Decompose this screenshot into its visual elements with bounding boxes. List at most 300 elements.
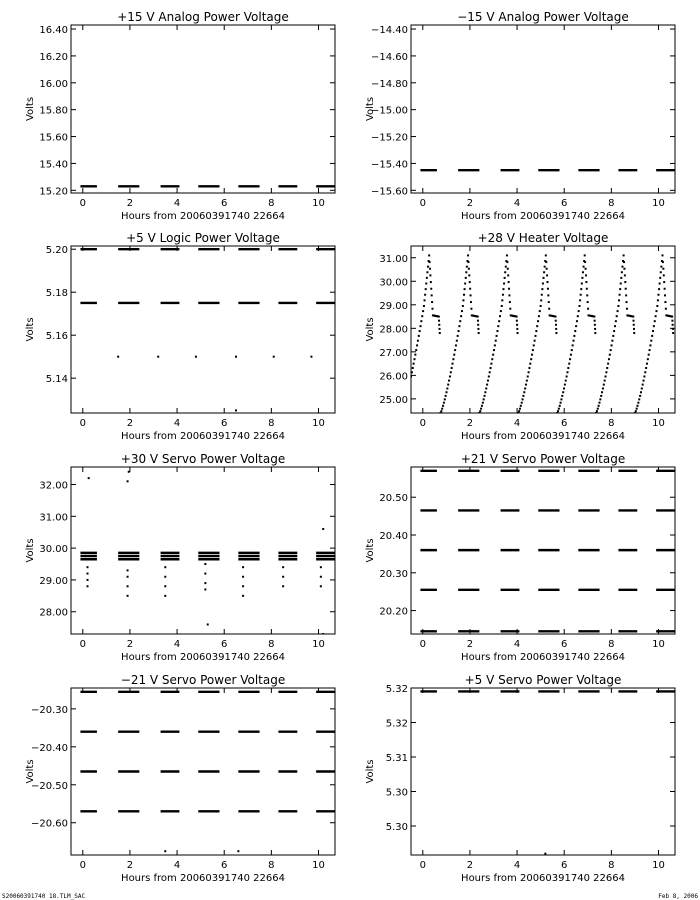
data-point: [641, 387, 643, 389]
data-point: [541, 294, 543, 296]
x-tick-label: 10: [652, 198, 665, 209]
y-tick-label: −14.60: [370, 51, 408, 63]
data-point: [503, 283, 505, 285]
data-point: [470, 308, 472, 310]
data-point: [501, 299, 503, 301]
data-point: [461, 310, 463, 312]
data-point: [578, 310, 580, 312]
data-point: [438, 316, 440, 318]
y-tick-label: 28.00: [39, 607, 68, 619]
data-point: [560, 398, 562, 400]
data-point: [585, 281, 587, 283]
data-point: [547, 281, 549, 283]
data-point: [605, 371, 607, 373]
data-point: [441, 408, 443, 410]
x-axis-label: Hours from 20060391740 22664: [121, 431, 285, 442]
x-tick-label: 8: [608, 639, 615, 650]
data-point: [460, 315, 462, 317]
data-point: [528, 371, 530, 373]
data-point: [449, 375, 451, 377]
data-point: [527, 375, 529, 377]
data-point: [535, 330, 537, 332]
chart-panel-4: [365, 231, 675, 442]
data-point: [237, 850, 239, 852]
x-tick-label: 8: [268, 418, 275, 429]
data-point: [517, 332, 519, 334]
data-point: [546, 268, 548, 270]
data-point: [490, 363, 492, 365]
data-point: [425, 288, 427, 290]
data-point: [504, 271, 506, 273]
data-point: [582, 271, 584, 273]
data-point: [632, 316, 634, 318]
data-point: [418, 335, 420, 337]
data-point: [432, 308, 434, 310]
data-point: [469, 281, 471, 283]
data-point: [242, 585, 244, 587]
data-point: [672, 324, 674, 326]
data-point: [204, 588, 206, 590]
data-point: [412, 367, 414, 369]
data-point: [508, 294, 510, 296]
x-tick-label: 6: [561, 198, 568, 209]
data-point: [522, 395, 524, 397]
data-point: [540, 305, 542, 307]
data-point: [426, 271, 428, 273]
data-point: [568, 363, 570, 365]
data-point: [87, 585, 89, 587]
data-point: [273, 356, 275, 358]
data-point: [452, 363, 454, 365]
data-point: [479, 410, 481, 412]
data-point: [462, 305, 464, 307]
data-point: [649, 344, 651, 346]
data-point: [464, 283, 466, 285]
x-tick-label: 6: [221, 860, 228, 871]
y-tick-label: −15.20: [370, 132, 408, 144]
data-point: [543, 277, 545, 279]
data-point: [455, 344, 457, 346]
data-point: [626, 301, 628, 303]
data-point: [625, 294, 627, 296]
data-point: [633, 332, 635, 334]
data-point: [581, 283, 583, 285]
x-tick-label: 10: [312, 198, 325, 209]
data-point: [320, 576, 322, 578]
data-layer: [420, 471, 675, 632]
x-axis-label: Hours from 20060391740 22664: [461, 652, 625, 663]
data-point: [282, 576, 284, 578]
data-layer: [80, 249, 335, 411]
data-point: [664, 288, 666, 290]
x-tick-label: 10: [312, 639, 325, 650]
data-point: [447, 384, 449, 386]
data-point: [468, 268, 470, 270]
data-point: [649, 349, 651, 351]
data-point: [516, 320, 518, 322]
data-point: [540, 299, 542, 301]
data-point: [604, 380, 606, 382]
data-point: [598, 402, 600, 404]
data-point: [458, 330, 460, 332]
data-point: [464, 288, 466, 290]
data-point: [571, 349, 573, 351]
y-tick-label: 30.00: [39, 544, 68, 556]
data-point: [634, 412, 636, 414]
data-point: [662, 268, 664, 270]
data-point: [637, 402, 639, 404]
y-tick-label: 30.00: [379, 277, 408, 289]
data-point: [542, 283, 544, 285]
y-tick-label: 5.32: [385, 684, 408, 695]
footer-date: Feb 8, 2006: [658, 893, 698, 900]
data-point: [494, 344, 496, 346]
data-point: [421, 315, 423, 317]
y-axis-label: Volts: [365, 538, 376, 563]
data-point: [127, 585, 129, 587]
data-point: [555, 320, 557, 322]
x-tick-label: 10: [652, 418, 665, 429]
data-point: [624, 281, 626, 283]
data-point: [414, 354, 416, 356]
data-point: [520, 405, 522, 407]
data-point: [657, 299, 659, 301]
data-point: [642, 384, 644, 386]
plot-frame: [411, 246, 675, 413]
data-point: [619, 294, 621, 296]
data-point: [164, 585, 166, 587]
x-tick-label: 6: [561, 860, 568, 871]
data-point: [457, 335, 459, 337]
data-point: [127, 595, 129, 597]
data-point: [478, 412, 480, 414]
chart-panel-2: [365, 10, 675, 222]
data-point: [639, 395, 641, 397]
y-tick-label: 16.00: [39, 78, 68, 90]
data-point: [127, 480, 129, 482]
data-point: [498, 320, 500, 322]
data-point: [502, 288, 504, 290]
data-point: [465, 277, 467, 279]
data-point: [547, 288, 549, 290]
data-point: [509, 301, 511, 303]
data-point: [655, 310, 657, 312]
data-point: [438, 320, 440, 322]
x-tick-label: 0: [79, 860, 86, 871]
data-point: [427, 266, 429, 268]
x-axis-label: Hours from 20060391740 22664: [121, 652, 285, 663]
data-point: [656, 305, 658, 307]
y-tick-label: 16.40: [39, 25, 68, 37]
y-tick-label: −15.00: [370, 105, 408, 117]
x-tick-label: 8: [608, 860, 615, 871]
data-point: [164, 850, 166, 852]
data-point: [452, 358, 454, 360]
data-point: [431, 301, 433, 303]
data-point: [322, 633, 324, 635]
data-point: [422, 310, 424, 312]
data-point: [663, 281, 665, 283]
data-point: [491, 358, 493, 360]
data-point: [516, 324, 518, 326]
y-tick-label: 20.30: [379, 568, 408, 580]
data-point: [557, 410, 559, 412]
data-point: [554, 316, 556, 318]
data-point: [594, 320, 596, 322]
data-point: [407, 387, 409, 389]
chart-title: +5 V Logic Power Voltage: [126, 231, 280, 245]
x-axis-label: Hours from 20060391740 22664: [121, 211, 285, 222]
data-point: [502, 294, 504, 296]
x-tick-label: 0: [79, 418, 86, 429]
data-point: [164, 595, 166, 597]
x-axis-label: Hours from 20060391740 22664: [461, 873, 625, 884]
data-point: [322, 528, 324, 530]
data-point: [407, 391, 409, 393]
data-point: [506, 261, 508, 263]
data-point: [495, 340, 497, 342]
data-point: [443, 402, 445, 404]
data-point: [618, 299, 620, 301]
data-point: [620, 283, 622, 285]
data-point: [647, 358, 649, 360]
data-point: [438, 324, 440, 326]
data-point: [572, 344, 574, 346]
data-point: [157, 356, 159, 358]
data-point: [610, 349, 612, 351]
data-point: [477, 316, 479, 318]
data-point: [597, 408, 599, 410]
data-point: [523, 391, 525, 393]
data-point: [448, 380, 450, 382]
data-point: [560, 402, 562, 404]
x-tick-label: 6: [561, 418, 568, 429]
data-point: [671, 316, 673, 318]
data-point: [524, 387, 526, 389]
data-point: [127, 569, 129, 571]
data-point: [538, 315, 540, 317]
y-tick-label: 29.00: [379, 300, 408, 312]
y-tick-label: 26.00: [379, 371, 408, 383]
data-point: [428, 254, 430, 256]
data-point: [401, 410, 403, 412]
data-point: [507, 268, 509, 270]
data-point: [537, 320, 539, 322]
data-point: [594, 328, 596, 330]
data-point: [598, 405, 600, 407]
chart-title: +21 V Servo Power Voltage: [460, 452, 626, 466]
y-tick-label: 20.40: [379, 531, 408, 543]
x-tick-label: 2: [466, 639, 474, 650]
data-point: [580, 294, 582, 296]
data-point: [467, 254, 469, 256]
chart-title: −21 V Servo Power Voltage: [120, 673, 286, 687]
data-point: [530, 358, 532, 360]
data-layer: [420, 691, 675, 854]
data-point: [282, 585, 284, 587]
data-point: [559, 405, 561, 407]
data-point: [128, 471, 130, 473]
y-tick-label: 5.20: [45, 245, 68, 257]
data-point: [242, 566, 244, 568]
chart-title: +15 V Analog Power Voltage: [117, 10, 289, 24]
data-point: [611, 344, 613, 346]
data-point: [446, 387, 448, 389]
data-layer: [80, 471, 335, 635]
x-tick-label: 0: [79, 639, 86, 650]
data-point: [652, 330, 654, 332]
data-point: [671, 320, 673, 322]
data-point: [442, 405, 444, 407]
data-point: [445, 395, 447, 397]
data-point: [425, 283, 427, 285]
data-point: [531, 354, 533, 356]
data-point: [577, 315, 579, 317]
data-point: [478, 332, 480, 334]
data-point: [489, 371, 491, 373]
y-axis-label: Volts: [365, 317, 376, 342]
data-point: [595, 412, 597, 414]
data-point: [654, 320, 656, 322]
data-point: [424, 294, 426, 296]
data-point: [660, 266, 662, 268]
x-tick-label: 2: [466, 860, 474, 871]
data-point: [242, 576, 244, 578]
y-tick-label: −20.40: [30, 742, 68, 754]
data-point: [585, 274, 587, 276]
data-point: [506, 254, 508, 256]
chart-panel-3: [25, 231, 335, 442]
data-point: [204, 582, 206, 584]
data-point: [459, 320, 461, 322]
data-point: [612, 335, 614, 337]
data-point: [605, 375, 607, 377]
data-point: [621, 266, 623, 268]
data-point: [573, 340, 575, 342]
data-point: [617, 305, 619, 307]
data-point: [493, 349, 495, 351]
plot-frame: [71, 25, 335, 193]
y-tick-label: 27.00: [379, 347, 408, 359]
data-point: [570, 354, 572, 356]
data-point: [413, 358, 415, 360]
data-point: [574, 330, 576, 332]
data-point: [496, 330, 498, 332]
y-axis-label: Volts: [25, 96, 36, 122]
data-point: [602, 387, 604, 389]
y-tick-label: 15.20: [39, 186, 68, 198]
x-tick-label: 4: [513, 418, 521, 429]
data-point: [504, 277, 506, 279]
data-point: [420, 320, 422, 322]
data-point: [558, 408, 560, 410]
x-tick-label: 4: [173, 418, 181, 429]
data-point: [532, 349, 534, 351]
data-point: [463, 294, 465, 296]
data-point: [566, 371, 568, 373]
data-point: [533, 344, 535, 346]
data-point: [440, 410, 442, 412]
plot-frame: [71, 467, 335, 634]
data-point: [462, 299, 464, 301]
y-tick-label: 5.31: [385, 753, 408, 765]
data-point: [555, 324, 557, 326]
data-point: [497, 325, 499, 327]
data-point: [611, 340, 613, 342]
x-tick-label: 10: [312, 860, 325, 871]
data-point: [664, 301, 666, 303]
y-tick-label: 5.18: [45, 288, 68, 300]
x-axis-label: Hours from 20060391740 22664: [461, 431, 625, 442]
data-point: [439, 332, 441, 334]
data-point: [204, 563, 206, 565]
data-point: [567, 367, 569, 369]
x-tick-label: 8: [268, 860, 275, 871]
data-point: [653, 325, 655, 327]
data-point: [477, 328, 479, 330]
y-tick-label: 25.00: [379, 394, 408, 406]
x-tick-label: 10: [652, 639, 665, 650]
y-axis-label: Volts: [365, 96, 376, 122]
chart-panel-5: [25, 452, 335, 663]
data-point: [586, 294, 588, 296]
data-layer: [401, 254, 675, 414]
data-point: [657, 294, 659, 296]
data-point: [544, 853, 546, 855]
data-point: [466, 266, 468, 268]
data-point: [626, 308, 628, 310]
y-tick-label: 15.80: [39, 105, 68, 117]
y-tick-label: 20.20: [379, 606, 408, 618]
data-point: [566, 375, 568, 377]
data-layer: [80, 692, 335, 852]
data-point: [87, 573, 89, 575]
data-point: [579, 305, 581, 307]
data-point: [467, 261, 469, 263]
data-point: [623, 261, 625, 263]
x-tick-label: 2: [126, 639, 134, 650]
data-point: [429, 274, 431, 276]
data-point: [615, 320, 617, 322]
data-point: [543, 271, 545, 273]
data-point: [662, 254, 664, 256]
data-point: [419, 330, 421, 332]
data-point: [525, 384, 527, 386]
data-point: [613, 330, 615, 332]
data-point: [585, 268, 587, 270]
x-tick-label: 4: [173, 639, 181, 650]
data-point: [596, 410, 598, 412]
chart-title: +30 V Servo Power Voltage: [120, 452, 286, 466]
data-point: [664, 294, 666, 296]
data-point: [445, 391, 447, 393]
data-point: [547, 294, 549, 296]
data-point: [195, 356, 197, 358]
data-point: [544, 266, 546, 268]
data-point: [439, 412, 441, 414]
chart-panel-7: [25, 673, 335, 884]
data-point: [586, 288, 588, 290]
data-point: [235, 356, 237, 358]
data-point: [575, 325, 577, 327]
data-point: [483, 398, 485, 400]
data-point: [450, 371, 452, 373]
data-point: [509, 308, 511, 310]
y-tick-label: −14.80: [370, 78, 408, 90]
data-point: [623, 254, 625, 256]
x-axis-label: Hours from 20060391740 22664: [461, 211, 625, 222]
data-point: [619, 288, 621, 290]
